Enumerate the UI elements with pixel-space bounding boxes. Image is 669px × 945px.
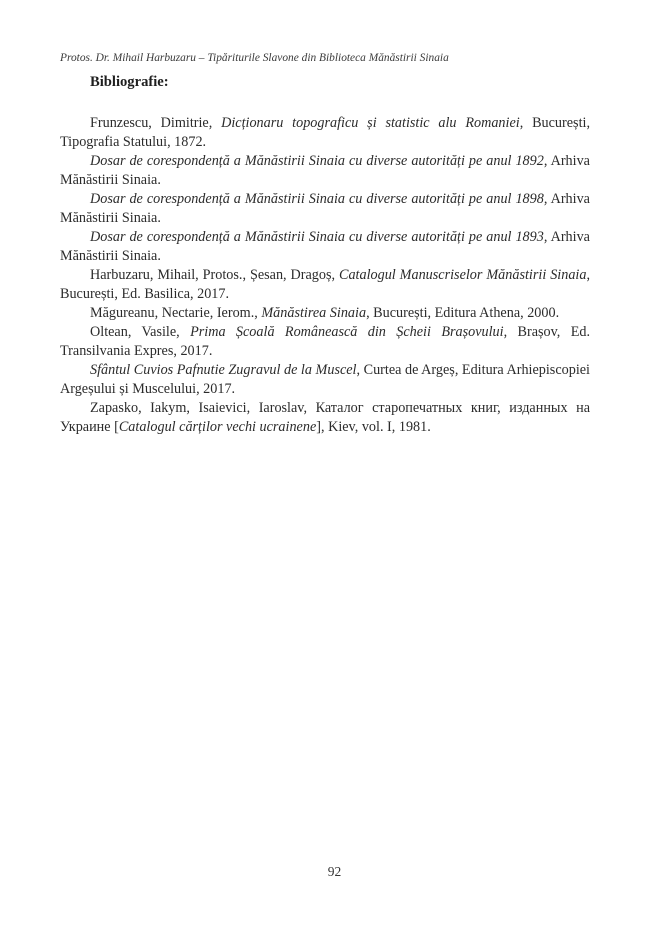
section-heading: Bibliografie:	[90, 74, 169, 90]
entry-segment: , Arhiva Mănăstirii Sinaia.	[60, 191, 590, 226]
bibliography-entry	[60, 323, 590, 361]
page-number: 92	[327, 864, 342, 879]
running-header: Protos. Dr. Mihail Harbuzaru – Tipăriturile Slavone din Biblioteca Mănăstirii Sinaia	[60, 52, 449, 64]
entry-segment: , Arhiva Mănăstirii Sinaia.	[60, 229, 590, 264]
bibliography-entry	[60, 114, 590, 152]
entry-segment: , București, Ed. Basilica, 2017.	[60, 267, 591, 302]
entry-title: Dosar de corespondență a Mănăstirii Sinaia cu diverse autorități pe anul 1893	[90, 229, 544, 245]
entry-title: Dosar de corespondență a Mănăstirii Sinaia cu diverse autorități pe anul 1898	[90, 191, 544, 207]
bibliography-entry	[60, 190, 590, 228]
entry-segment: , Arhiva Mănăstirii Sinaia.	[60, 153, 590, 188]
entry-title: Prima Școală Românească din Șcheii Brașovului	[190, 324, 504, 340]
entry-segment: Harbuzaru, Mihail, Protos., Șesan, Dragoș,	[90, 267, 339, 283]
entry-segment: Zapasko, Iakym, Isaievici, Iaroslav, Каталог старопечатных книг, изданных на Украине [	[60, 400, 590, 435]
entry-segment: , București, Editura Athena, 2000.	[366, 305, 560, 321]
bibliography-entry	[60, 152, 590, 190]
bibliography-entry	[60, 361, 590, 399]
entry-title: Mănăstirea Sinaia	[261, 305, 367, 321]
entry-segment: , Curtea de Argeș, Editura Arhiepiscopiei Argeșului și Muscelului, 2017.	[60, 362, 590, 397]
entry-segment: , Brașov, Ed. Transilvania Expres, 2017.	[60, 324, 591, 359]
entry-title: Dicționaru topograficu și statistic alu Romaniei	[221, 115, 520, 131]
bibliography-entry	[60, 304, 590, 323]
entry-title: Catalogul cărților vechi ucrainene	[118, 419, 317, 435]
entry-segment: Oltean, Vasile,	[90, 324, 191, 340]
entry-title: Dosar de corespondență a Mănăstirii Sinaia cu diverse autorități pe anul 1892	[90, 153, 544, 169]
bibliography-list	[60, 114, 590, 437]
bibliography-entry	[60, 399, 590, 437]
entry-title: Sfântul Cuvios Pafnutie Zugravul de la Muscel	[90, 362, 357, 378]
entry-segment: ], Kiev, vol. I, 1981.	[316, 419, 431, 435]
bibliography-entry	[60, 228, 590, 266]
entry-segment: , București, Tipografia Statului, 1872.	[60, 115, 590, 150]
entry-title: Catalogul Manuscriselor Mănăstirii Sinaia	[338, 267, 587, 283]
entry-segment: Frunzescu, Dimitrie,	[90, 115, 222, 131]
bibliography-entry	[60, 266, 590, 304]
entry-segment: Măgureanu, Nectarie, Ierom.,	[90, 305, 262, 321]
